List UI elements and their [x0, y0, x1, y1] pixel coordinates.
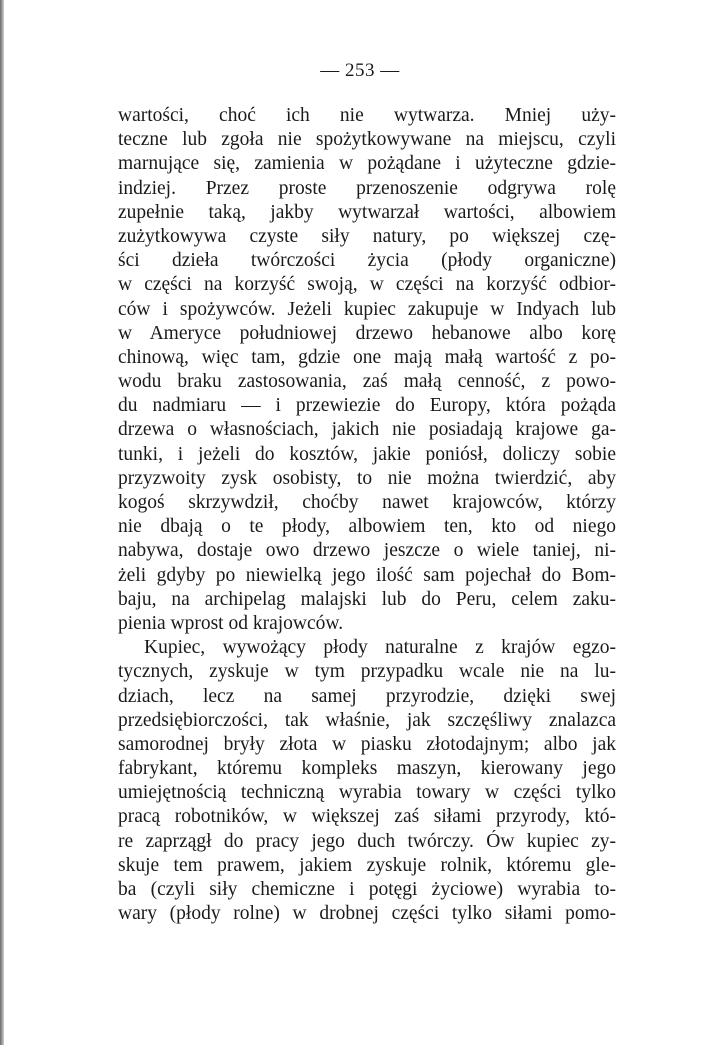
- text-line: skuje tem prawem, jakiem zyskuje rolnik, któremu gle-: [118, 854, 616, 876]
- text-line: dziach, lecz na samej przyrodzie, dzięki swej: [118, 685, 616, 707]
- text-line: nabywa, dostaje owo drzewo jeszcze o wiele taniej, ni-: [118, 540, 616, 562]
- text-line: żeli gdyby po niewielką jego ilość sam pojechał do Bom-: [118, 564, 616, 586]
- text-line: kogoś skrzywdził, choćby nawet krajowców, którzy: [118, 492, 616, 513]
- page-binding-edge: [0, 0, 4, 1045]
- text-line: zupełnie taką, jakby wytwarzał wartości, albowiem: [118, 201, 616, 223]
- text-line: zużytkowywa czyste siły natury, po większej czę-: [118, 225, 616, 247]
- text-line: drzewa o własnościach, jakich nie posiadają krajowe ga-: [118, 419, 616, 441]
- body-text: [118, 104, 616, 926]
- text-line: fabrykant, któremu kompleks maszyn, kierowany jego: [118, 758, 616, 780]
- text-line: pracą robotników, w większej zaś siłami przyrody, któ-: [118, 806, 616, 828]
- text-line: tycznych, zyskuje w tym przypadku wcale nie na lu-: [118, 661, 616, 683]
- text-line: tunki, i jeżeli do kosztów, jakie poniósł, doliczy sobie: [118, 443, 616, 465]
- text-line: nie dbają o te płody, albowiem ten, kto od niego: [118, 516, 616, 538]
- text-line: w części na korzyść swoją, w części na korzyść odbior-: [118, 274, 616, 296]
- text-line: wartości, choć ich nie wytwarza. Mniej uży-: [118, 105, 616, 126]
- text-line: umiejętnością techniczną wyrabia towary w części tylko: [118, 782, 616, 804]
- page-number: — 253 —: [320, 60, 400, 81]
- text-line: samorodnej bryły złota w piasku złotodajnym; albo jak: [118, 733, 616, 755]
- text-line: wary (płody rolne) w drobnej części tylko siłami pomo-: [118, 903, 616, 925]
- text-line: przyzwoity zysk osobisty, to nie można twierdzić, aby: [118, 467, 616, 489]
- text-line: wodu braku zastosowania, zaś małą cenność, z powo-: [118, 371, 616, 393]
- text-line: chinową, więc tam, gdzie one mają małą wartość z po-: [118, 346, 616, 368]
- text-line: marnujące się, zamienia w pożądane i użyteczne gdzie-: [118, 153, 616, 175]
- text-line: indziej. Przez proste przenoszenie odgrywa rolę: [118, 177, 616, 199]
- text-line: w Ameryce południowej drzewo hebanowe albo korę: [118, 322, 616, 344]
- text-line: re zaprzągł do pracy jego duch twórczy. Ów kupiec zy-: [118, 830, 616, 852]
- text-line: baju, na archipelag malajski lub do Peru, celem zaku-: [118, 588, 616, 610]
- text-line: ba (czyli siły chemiczne i potęgi życiowe) wyrabia to-: [118, 879, 616, 900]
- paragraph-end-line: pienia wprost od krajowców.: [118, 612, 344, 634]
- text-line: przedsiębiorczości, tak właśnie, jak szczęśliwy znalazca: [118, 709, 616, 731]
- text-line: ści dzieła twórczości życia (płody organiczne): [118, 250, 616, 272]
- text-line: ców i spożywców. Jeżeli kupiec zakupuje w Indyach lub: [118, 298, 616, 320]
- paragraph-start-line: Kupiec, wywożący płody naturalne z krajów egzo-: [144, 637, 616, 659]
- text-line: teczne lub zgoła nie spożytkowywane na miejscu, czyli: [118, 129, 616, 151]
- text-line: du nadmiaru — i przewiezie do Europy, która pożąda: [118, 395, 616, 417]
